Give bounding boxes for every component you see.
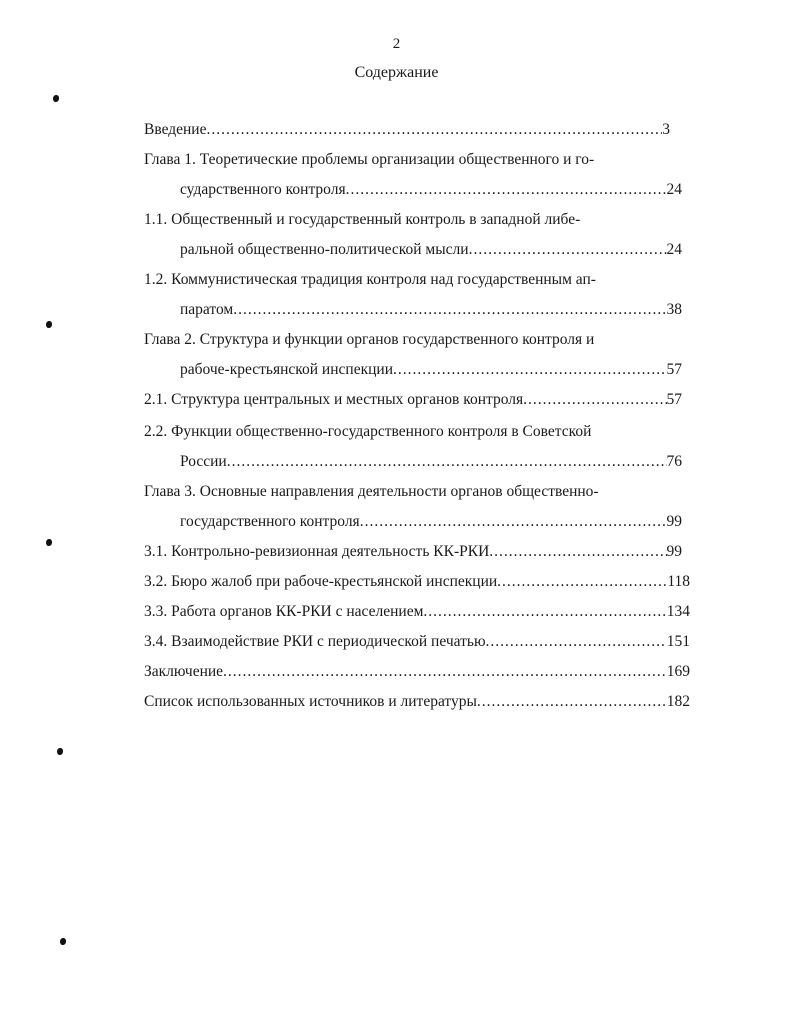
leader-dots	[497, 570, 667, 594]
toc-page-number: 118	[667, 573, 690, 590]
scan-speck	[46, 539, 52, 546]
leader-dots	[233, 298, 666, 322]
toc-title: Содержание	[354, 64, 439, 81]
toc-page-number: 182	[666, 693, 690, 710]
scan-speck	[57, 748, 63, 755]
scan-speck	[60, 938, 66, 945]
leader-dots	[486, 630, 667, 654]
toc-entry-intro	[144, 118, 670, 142]
toc-entry-text: Глава 2. Структура и функции органов государственного контроля и	[144, 331, 595, 348]
toc-page-number: 38	[666, 301, 682, 318]
toc-entry-section-3-2	[144, 570, 690, 594]
toc-entry-text: рабоче-крестьянской инспекции	[180, 361, 393, 378]
leader-dots	[477, 690, 667, 714]
toc-page-number: 57	[666, 391, 682, 408]
toc-entry-text: Введение	[144, 121, 207, 138]
toc-entry-section-3-4	[144, 630, 690, 654]
scan-speck	[46, 321, 52, 328]
toc-entry-section-1-1	[144, 208, 684, 232]
toc-entry-text: сударственного контроля	[180, 181, 346, 198]
leader-dots	[227, 450, 667, 474]
toc-entry-bibliography	[144, 690, 690, 714]
toc-page-number: 99	[666, 543, 682, 560]
leader-dots	[489, 540, 666, 564]
toc-entry-section-1-1-cont	[180, 238, 682, 262]
toc-entry-text: 2.1. Структура центральных и местных органов контроля	[144, 391, 524, 408]
toc-entry-text: 1.1. Общественный и государственный контроль в западной либе-	[144, 211, 581, 228]
leader-dots	[423, 600, 666, 624]
toc-page-number: 134	[666, 603, 690, 620]
toc-entry-section-3-3	[144, 600, 690, 624]
leader-dots	[206, 118, 662, 142]
toc-page-number: 151	[666, 633, 690, 650]
toc-entry-text: Заключение	[144, 663, 224, 680]
toc-page-number: 24	[666, 241, 682, 258]
toc-entry-text: 3.2. Бюро жалоб при рабоче-крестьянской инспекции	[144, 573, 498, 590]
toc-page-number: 3	[662, 121, 670, 138]
toc-entry-text: Глава 1. Теоретические проблемы организации общественного и го-	[144, 151, 595, 168]
leader-dots	[360, 510, 667, 534]
toc-entry-text: 3.3. Работа органов КК-РКИ с населением	[144, 603, 424, 620]
toc-entry-chapter-2-cont	[180, 358, 682, 382]
leader-dots	[469, 238, 667, 262]
leader-dots	[393, 358, 667, 382]
toc-page-number: 57	[666, 361, 682, 378]
toc-page-number: 99	[666, 513, 682, 530]
toc-entry-text: 3.4. Взаимодействие РКИ с периодической печатью	[144, 633, 486, 650]
toc-entry-chapter-1-cont	[180, 178, 682, 202]
toc-entry-section-2-2	[144, 420, 684, 444]
scan-speck	[53, 95, 59, 102]
toc-entry-chapter-1	[144, 148, 684, 172]
page-number: 2	[392, 36, 401, 52]
toc-entry-section-1-2-cont	[180, 298, 682, 322]
toc-entry-text: Список использованных источников и литературы	[144, 693, 477, 710]
toc-page-number: 169	[666, 663, 690, 680]
toc-entry-text: паратом	[180, 301, 234, 318]
toc-entry-section-1-2	[144, 268, 684, 292]
toc-entry-chapter-2	[144, 328, 684, 352]
leader-dots	[346, 178, 667, 202]
toc-entry-section-2-1	[144, 388, 682, 412]
toc-entry-chapter-3	[144, 480, 684, 504]
toc-entry-text: Глава 3. Основные направления деятельности органов общественно-	[144, 483, 599, 500]
toc-page-number: 76	[666, 453, 682, 470]
toc-page-number: 24	[666, 181, 682, 198]
leader-dots	[223, 660, 667, 684]
toc-entry-text: 2.2. Функции общественно-государственного контроля в Советской	[144, 423, 592, 440]
toc-entry-text: 1.2. Коммунистическая традиция контроля над государственным ап-	[144, 271, 596, 288]
toc-entry-chapter-3-cont	[180, 510, 682, 534]
toc-entry-text: 3.1. Контрольно-ревизионная деятельность КК-РКИ	[144, 543, 490, 560]
toc-entry-conclusion	[144, 660, 690, 684]
toc-entry-text: ральной общественно-политической мысли	[180, 241, 469, 258]
toc-entry-section-2-2-cont	[180, 450, 682, 474]
leader-dots	[523, 388, 666, 412]
toc-entry-section-3-1	[144, 540, 682, 564]
toc-entry-text: России	[180, 453, 227, 470]
toc-entry-text: государственного контроля	[180, 513, 360, 530]
